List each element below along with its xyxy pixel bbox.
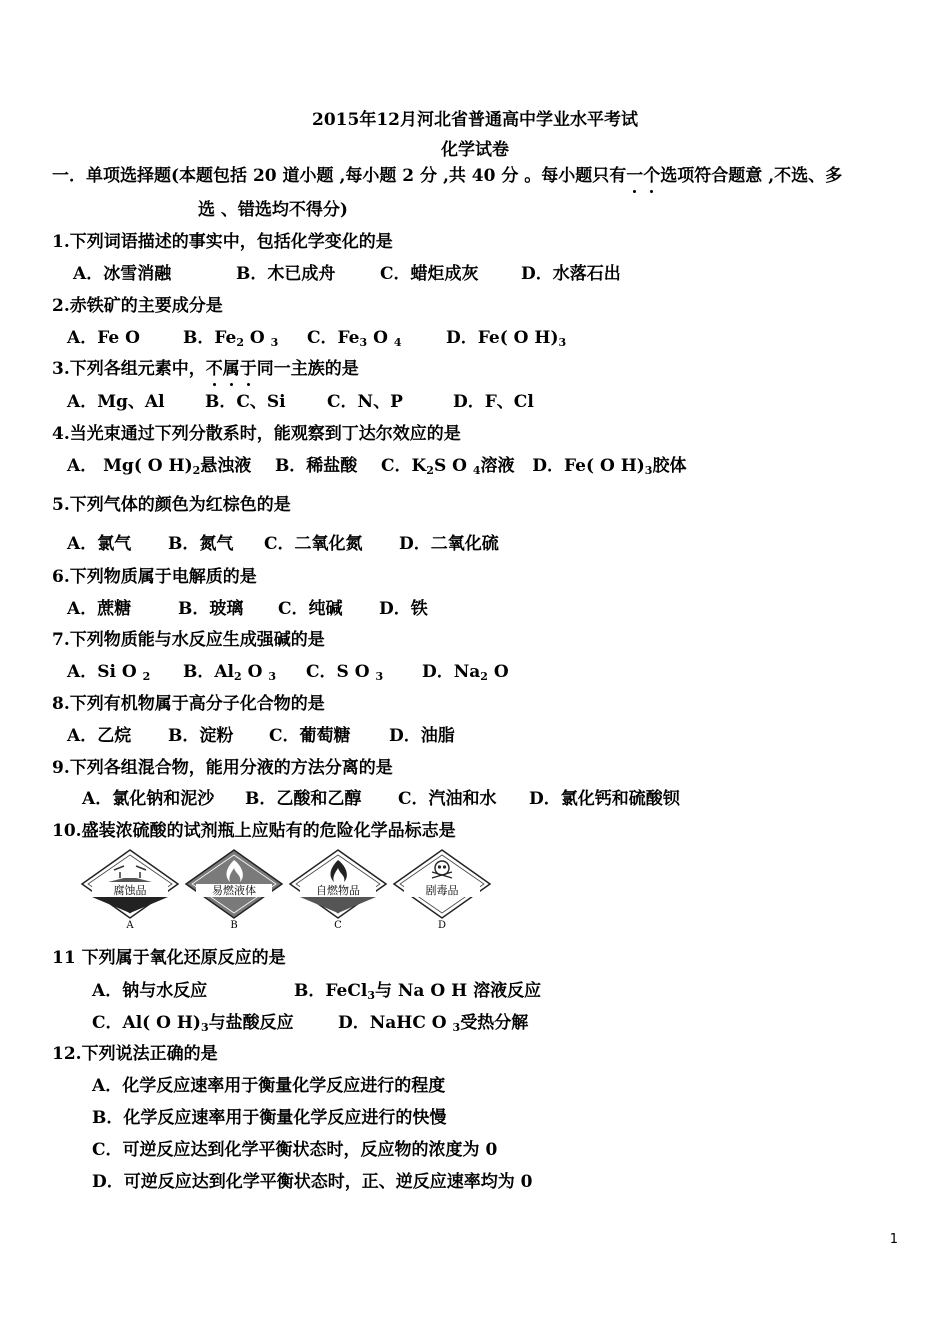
question-7-option-a: A．Si O $_2$: [67, 662, 151, 683]
question-11-stem: 11 下列属于氧化还原反应的是: [52, 948, 286, 968]
question-3-option-c: C．N、P: [327, 392, 403, 412]
hazard-sign-spontaneous-combustion: [288, 848, 388, 932]
question-7-option-d: D．$Na_2$ O: [422, 662, 509, 683]
question-3-stem: 3.下列各组元素中，不属于同一主族的是: [52, 359, 359, 379]
question-7-option-b: B．$Al_2$ O $_3$: [183, 662, 276, 683]
question-10-stem: 10.盛装浓硫酸的试剂瓶上应贴有的危险化学品标志是: [52, 821, 456, 841]
question-8-option-a: A．乙烷: [67, 726, 132, 746]
question-9-option-b: B．乙酸和乙醇: [245, 789, 362, 809]
question-6-option-b: B．玻璃: [178, 599, 244, 619]
question-2-option-a: A．Fe O: [67, 328, 140, 348]
question-6-option-d: D．铁: [379, 599, 428, 619]
hazard-sign-highly-toxic: [392, 848, 492, 932]
question-9-option-c: C．汽油和水: [398, 789, 497, 809]
question-11-option-c: C．Al( O $H)_3$与盐酸反应: [92, 1013, 294, 1034]
question-5-option-c: C．二氧化氮: [264, 534, 363, 554]
question-2-option-b: B．$Fe_2$ O $_3$: [183, 328, 279, 349]
question-1-option-a: A．冰雪消融: [73, 264, 172, 284]
hazard-sign-label: 易燃液体: [212, 884, 256, 897]
question-7-stem: 7.下列物质能与水反应生成强碱的是: [52, 630, 325, 650]
hazard-sign-letter: D: [437, 920, 447, 931]
question-4-options: A． Mg( O $H)_2$悬浊液 B．稀盐酸 C．$K_2S$ O $_4$溶液 D．Fe( O $H)_3$胶体: [67, 456, 687, 477]
hazard-sign-label: 腐蚀品: [113, 884, 147, 897]
hazard-signs: [80, 848, 500, 932]
question-4-stem: 4.当光束通过下列分散系时，能观察到丁达尔效应的是: [52, 424, 461, 444]
hazard-sign-letter: A: [126, 920, 134, 931]
question-12-stem: 12.下列说法正确的是: [52, 1044, 218, 1064]
hazard-sign-label: 自燃物品: [316, 884, 360, 897]
exam-subtitle: 化学试卷: [441, 140, 509, 160]
question-1-option-b: B．木已成舟: [236, 264, 336, 284]
question-6-option-a: A．蔗糖: [67, 599, 132, 619]
question-12-option-c: C．可逆反应达到化学平衡状态时，反应物的浓度为 0: [92, 1140, 498, 1160]
question-12-option-a: A．化学反应速率用于衡量化学反应进行的程度: [92, 1076, 446, 1096]
exam-title: 2015年12月河北省普通高中学业水平考试: [312, 110, 638, 130]
question-5-option-b: B．氮气: [168, 534, 234, 554]
question-3-option-d: D．F、Cl: [453, 392, 534, 412]
hazard-sign-corrosive: [80, 848, 180, 932]
section-heading: 一．单项选择题(本题包括 20 道小题 ,每小题 2 分 ,共 40 分 。每小题只有一个选项符合题意 ,不选、多: [52, 166, 843, 186]
question-12-option-b: B．化学反应速率用于衡量化学反应进行的快慢: [92, 1108, 447, 1128]
question-5-stem: 5.下列气体的颜色为红棕色的是: [52, 495, 291, 515]
question-11-option-b: B．FeCl$_3$与 Na O H 溶液反应: [294, 981, 542, 1002]
question-2-option-d: D．Fe( O $H)_3$: [446, 328, 567, 349]
question-11-option-a: A．钠与水反应: [92, 981, 208, 1001]
question-9-stem: 9.下列各组混合物，能用分液的方法分离的是: [52, 758, 393, 778]
question-2-stem: 2.赤铁矿的主要成分是: [52, 296, 223, 316]
question-6-stem: 6.下列物质属于电解质的是: [52, 567, 257, 587]
question-12-option-d: D．可逆反应达到化学平衡状态时，正、逆反应速率均为 0: [92, 1172, 533, 1192]
question-8-option-c: C．葡萄糖: [269, 726, 351, 746]
question-7-option-c: C．S O $_3$: [306, 662, 384, 683]
page-number: 1: [889, 1232, 898, 1247]
question-1-stem: 1.下列词语描述的事实中，包括化学变化的是: [52, 232, 393, 252]
hazard-sign-letter: B: [230, 920, 238, 931]
question-5-option-a: A．氯气: [67, 534, 132, 554]
question-8-stem: 8.下列有机物属于高分子化合物的是: [52, 694, 325, 714]
question-6-option-c: C．纯碱: [278, 599, 343, 619]
question-8-option-d: D．油脂: [389, 726, 455, 746]
hazard-sign-flammable-liquid: [184, 848, 284, 932]
question-3-option-a: A．Mg、Al: [67, 392, 165, 412]
question-5-option-d: D．二氧化硫: [399, 534, 499, 554]
question-8-option-b: B．淀粉: [168, 726, 234, 746]
question-3-option-b: B．C、Si: [205, 392, 286, 412]
section-heading-cont: 选 、错选均不得分): [198, 200, 348, 220]
question-1-option-d: D．水落石出: [521, 264, 621, 284]
hazard-sign-letter: C: [334, 920, 342, 931]
hazard-sign-label: 剧毒品: [425, 884, 459, 897]
question-9-option-d: D．氯化钙和硫酸钡: [529, 789, 680, 809]
question-1-option-c: C．蜡炬成灰: [380, 264, 479, 284]
question-11-option-d: D．NaHC O $_3$受热分解: [338, 1013, 529, 1034]
question-9-option-a: A．氯化钠和泥沙: [82, 789, 215, 809]
question-2-option-c: C．$Fe_3$ O $_4$: [307, 328, 402, 349]
